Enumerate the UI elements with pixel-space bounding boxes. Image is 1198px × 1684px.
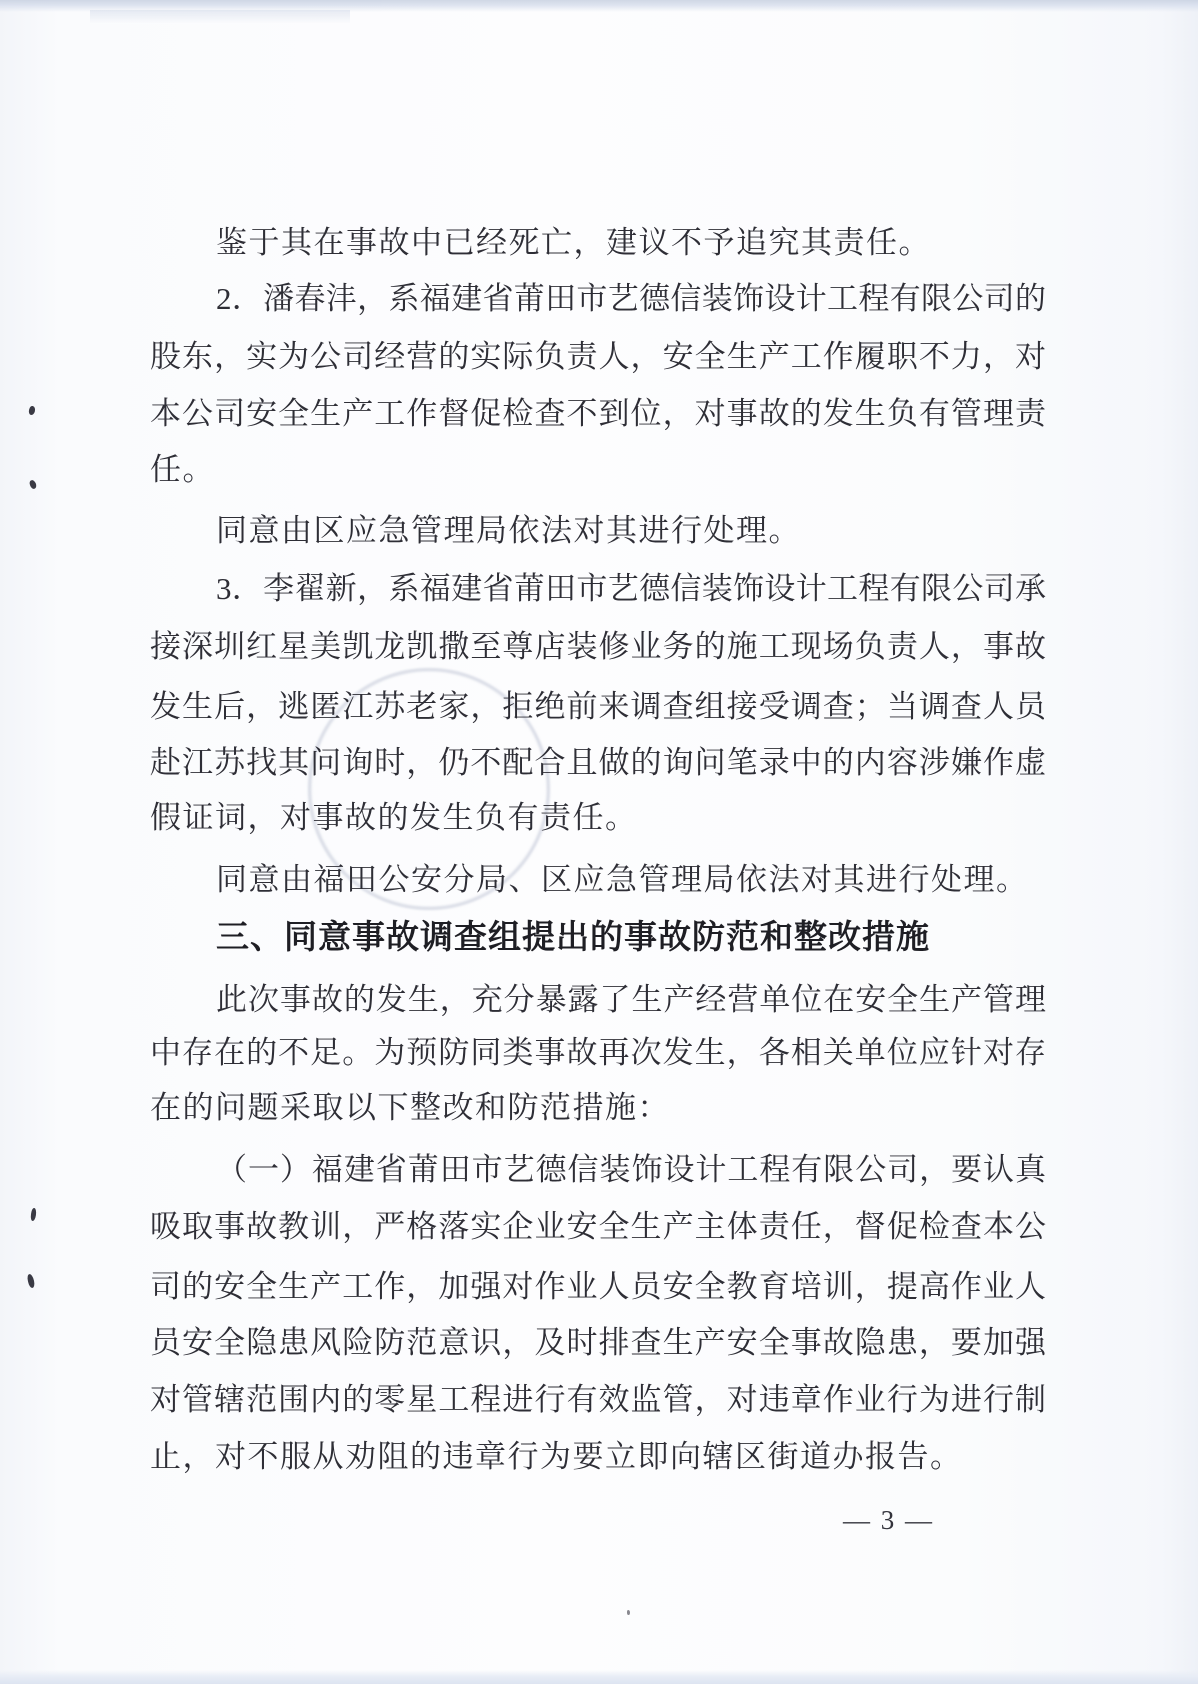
text-line: 同意由福田公安分局、区应急管理局依法对其进行处理。 (216, 862, 1029, 897)
text-line: 任。 (150, 452, 215, 487)
text-line: 3．李翟新，系福建省莆田市艺德信装饰设计工程有限公司承 (216, 571, 1046, 606)
text-line: 鉴于其在事故中已经死亡，建议不予追究其责任。 (216, 225, 931, 260)
text-line: 对管辖范围内的零星工程进行有效监管，对违章作业行为进行制 (150, 1382, 1046, 1417)
section-heading: 三、同意事故调查组提出的事故防范和整改措施 (216, 918, 930, 955)
text-line: （一）福建省莆田市艺德信装饰设计工程有限公司，要认真 (216, 1152, 1046, 1187)
text-line: 中存在的不足。为预防同类事故再次发生，各相关单位应针对存 (150, 1035, 1046, 1070)
text-line: 止，对不服从劝阻的违章行为要立即向辖区街道办报告。 (150, 1439, 963, 1474)
text-line: 吸取事故教训，严格落实企业安全生产主体责任，督促检查本公 (150, 1209, 1046, 1244)
ink-speck (627, 1610, 630, 1615)
text-line: 发生后，逃匿江苏老家，拒绝前来调查组接受调查；当调查人员 (150, 689, 1046, 724)
text-line: 假证词，对事故的发生负有责任。 (150, 800, 638, 835)
text-line: 本公司安全生产工作督促检查不到位，对事故的发生负有管理责 (150, 396, 1046, 431)
text-line: 此次事故的发生，充分暴露了生产经营单位在安全生产管理 (216, 982, 1046, 1017)
text-line: 同意由区应急管理局依法对其进行处理。 (216, 513, 801, 548)
text-line: 2．潘春沣，系福建省莆田市艺德信装饰设计工程有限公司的 (216, 281, 1046, 316)
text-line: 股东，实为公司经营的实际负责人，安全生产工作履职不力，对 (150, 339, 1046, 374)
text-line: 赴江苏找其问询时，仍不配合且做的询问笔录中的内容涉嫌作虚 (150, 745, 1046, 780)
text-line: 员安全隐患风险防范意识，及时排查生产安全事故隐患，要加强 (150, 1325, 1046, 1360)
text-line: 接深圳红星美凯龙凯撒至尊店装修业务的施工现场负责人，事故 (150, 629, 1046, 664)
page-number: — 3 — (843, 1505, 934, 1535)
text-line: 在的问题采取以下整改和防范措施： (150, 1090, 670, 1125)
text-line: 司的安全生产工作，加强对作业人员安全教育培训，提高作业人 (150, 1269, 1046, 1304)
